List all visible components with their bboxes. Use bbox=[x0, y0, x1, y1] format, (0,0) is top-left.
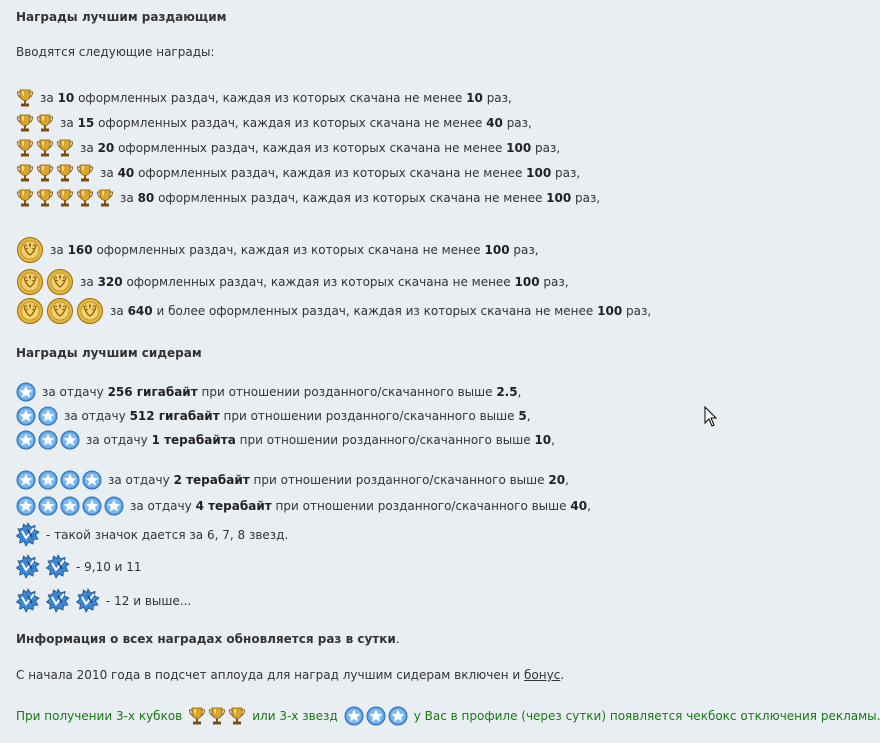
star-row bbox=[16, 496, 591, 516]
medal-condition: оформленных раздач, каждая из которых скачана не менее bbox=[96, 243, 481, 257]
footer-text-c: у Вас в профиле (через сутки) появляется чекбокс отключения рекламы. bbox=[413, 709, 880, 723]
trophy-condition: оформленных раздач, каждая из которых скачана не менее bbox=[158, 191, 543, 205]
footer-note bbox=[16, 706, 880, 726]
trophy-icon bbox=[56, 163, 74, 183]
star-condition: при отношении розданного/скачанного выше bbox=[223, 409, 515, 423]
blue-star-badge-icon bbox=[46, 588, 70, 614]
medal-amount: 160 bbox=[67, 243, 93, 257]
trophy-row bbox=[16, 88, 512, 108]
medal-icons bbox=[16, 268, 74, 296]
trophy-suffix: раз, bbox=[555, 166, 581, 180]
medal-row bbox=[16, 236, 539, 264]
trophy-icon bbox=[208, 706, 226, 726]
medal-amount: 640 bbox=[127, 304, 153, 318]
blue-star-badge-icon bbox=[76, 588, 100, 614]
trophy-icon bbox=[16, 163, 34, 183]
trophy-suffix: раз, bbox=[535, 141, 561, 155]
star-condition: при отношении розданного/скачанного выше bbox=[275, 499, 567, 513]
blue-star-badge-icon bbox=[16, 588, 40, 614]
blue-star-icon bbox=[16, 496, 36, 516]
star-icons bbox=[16, 470, 102, 490]
blue-star-icon bbox=[388, 706, 408, 726]
trophy-suffix: раз, bbox=[506, 116, 532, 130]
trophy-icon bbox=[36, 188, 54, 208]
medal-condition: оформленных раздач, каждая из которых скачана не менее bbox=[126, 275, 511, 289]
trophy-icon bbox=[16, 88, 34, 108]
star-suffix: , bbox=[526, 409, 531, 423]
medal-amount: 320 bbox=[97, 275, 123, 289]
blue-star-icon bbox=[60, 470, 80, 490]
star-icons bbox=[16, 496, 124, 516]
big-star-caption: - 9,10 и 11 bbox=[76, 560, 142, 574]
star-row bbox=[16, 430, 555, 450]
star-prefix: за отдачу bbox=[130, 499, 192, 513]
trophy-icon bbox=[36, 113, 54, 133]
gold-medal-icon bbox=[46, 268, 74, 296]
star-icons bbox=[16, 382, 36, 402]
trophy-icon bbox=[56, 188, 74, 208]
blue-star-icon bbox=[344, 706, 364, 726]
trophy-prefix: за bbox=[120, 191, 134, 205]
footer-text-b: или 3-х звезд bbox=[252, 709, 338, 723]
medal-icons bbox=[16, 297, 104, 325]
star-amount: 256 гигабайт bbox=[107, 385, 198, 399]
medal-row bbox=[16, 268, 569, 296]
trophy-icon bbox=[56, 138, 74, 158]
star-suffix: , bbox=[587, 499, 591, 513]
medal-suffix: раз, bbox=[513, 243, 539, 257]
trophy-condition: оформленных раздач, каждая из которых скачана не менее bbox=[78, 91, 463, 105]
trophy-prefix: за bbox=[80, 141, 94, 155]
trophy-icons bbox=[16, 138, 74, 158]
trophy-suffix: раз, bbox=[486, 91, 512, 105]
mouse-cursor-icon bbox=[704, 406, 718, 428]
blue-star-icon bbox=[82, 470, 102, 490]
trophy-amount: 20 bbox=[97, 141, 115, 155]
star-icons bbox=[16, 430, 80, 450]
trophy-icon bbox=[188, 706, 206, 726]
blue-star-icon bbox=[16, 382, 36, 402]
big-star-row bbox=[16, 522, 288, 548]
trophy-icon bbox=[228, 706, 246, 726]
trophy-amount: 80 bbox=[137, 191, 155, 205]
trophy-prefix: за bbox=[60, 116, 74, 130]
bonus-line-end: . bbox=[560, 668, 565, 682]
trophy-icon bbox=[96, 188, 114, 208]
gold-medal-icon bbox=[16, 268, 44, 296]
medal-threshold: 100 bbox=[514, 275, 540, 289]
blue-star-icon bbox=[60, 430, 80, 450]
gold-medal-icon bbox=[46, 297, 74, 325]
star-suffix: , bbox=[517, 385, 522, 399]
star-amount: 4 терабайт bbox=[195, 499, 272, 513]
star-threshold: 2.5 bbox=[496, 385, 518, 399]
trophy-icon bbox=[16, 113, 34, 133]
bonus-line bbox=[16, 668, 564, 682]
star-amount: 512 гигабайт bbox=[129, 409, 220, 423]
bonus-link[interactable]: бонус bbox=[524, 668, 561, 682]
trophy-condition: оформленных раздач, каждая из которых скачана не менее bbox=[98, 116, 483, 130]
star-prefix: за отдачу bbox=[86, 433, 148, 447]
update-info-end: . bbox=[395, 632, 400, 646]
big-star-icons bbox=[16, 554, 70, 580]
star-threshold: 5 bbox=[518, 409, 527, 423]
trophy-icon bbox=[76, 188, 94, 208]
star-suffix: , bbox=[551, 433, 555, 447]
trophy-row bbox=[16, 163, 580, 183]
star-prefix: за отдачу bbox=[64, 409, 126, 423]
seeders-title: Награды лучшим сидерам bbox=[16, 346, 202, 360]
big-star-row bbox=[16, 588, 191, 614]
blue-star-icon bbox=[104, 496, 124, 516]
trophy-icons bbox=[16, 188, 114, 208]
medal-prefix: за bbox=[110, 304, 124, 318]
footer-trophies bbox=[188, 706, 246, 726]
medal-row bbox=[16, 297, 651, 325]
trophy-icon bbox=[76, 163, 94, 183]
gold-medal-icon bbox=[16, 236, 44, 264]
intro-text: Вводятся следующие награды: bbox=[16, 45, 215, 59]
gold-medal-icon bbox=[76, 297, 104, 325]
star-row bbox=[16, 470, 569, 490]
medal-prefix: за bbox=[50, 243, 64, 257]
trophy-row bbox=[16, 188, 600, 208]
star-condition: при отношении розданного/скачанного выше bbox=[201, 385, 493, 399]
star-prefix: за отдачу bbox=[42, 385, 104, 399]
big-star-icons bbox=[16, 588, 100, 614]
star-icons bbox=[16, 406, 58, 426]
blue-star-icon bbox=[82, 496, 102, 516]
trophy-condition: оформленных раздач, каждая из которых скачана не менее bbox=[118, 141, 503, 155]
star-row bbox=[16, 406, 531, 426]
trophy-threshold: 100 bbox=[546, 191, 572, 205]
star-threshold: 10 bbox=[534, 433, 552, 447]
trophy-condition: оформленных раздач, каждая из которых скачана не менее bbox=[138, 166, 523, 180]
blue-star-icon bbox=[60, 496, 80, 516]
medal-suffix: раз, bbox=[543, 275, 569, 289]
blue-star-icon bbox=[38, 430, 58, 450]
star-amount: 1 терабайта bbox=[151, 433, 236, 447]
footer-stars bbox=[344, 706, 408, 726]
trophy-threshold: 40 bbox=[486, 116, 503, 130]
trophy-amount: 10 bbox=[57, 91, 75, 105]
trophy-amount: 15 bbox=[77, 116, 95, 130]
trophy-threshold: 100 bbox=[506, 141, 532, 155]
medal-threshold: 100 bbox=[484, 243, 510, 257]
trophy-threshold: 100 bbox=[526, 166, 552, 180]
blue-star-icon bbox=[366, 706, 386, 726]
trophy-row bbox=[16, 138, 560, 158]
trophy-prefix: за bbox=[100, 166, 114, 180]
update-info bbox=[16, 632, 400, 646]
trophy-suffix: раз, bbox=[575, 191, 601, 205]
blue-star-badge-icon bbox=[16, 522, 40, 548]
blue-star-icon bbox=[16, 470, 36, 490]
star-condition: при отношении розданного/скачанного выше bbox=[239, 433, 531, 447]
uploaders-title: Награды лучшим раздающим bbox=[16, 10, 227, 24]
medal-suffix: раз, bbox=[626, 304, 652, 318]
star-condition: при отношении розданного/скачанного выше bbox=[253, 473, 545, 487]
update-info-text: Информация о всех наградах обновляется раз в сутки bbox=[16, 632, 396, 646]
star-row bbox=[16, 382, 521, 402]
trophy-icon bbox=[16, 138, 34, 158]
medal-condition: и более оформленных раздач, каждая из которых скачана не менее bbox=[156, 304, 594, 318]
trophy-icon bbox=[36, 163, 54, 183]
trophy-icon bbox=[36, 138, 54, 158]
big-star-row bbox=[16, 554, 142, 580]
trophy-icons bbox=[16, 163, 94, 183]
bonus-line-text: С начала 2010 года в подсчет аплоуда для наград лучшим сидерам включен и bbox=[16, 668, 521, 682]
big-star-icons bbox=[16, 522, 40, 548]
star-threshold: 40 bbox=[570, 499, 588, 513]
trophy-icons bbox=[16, 113, 54, 133]
trophy-icon bbox=[16, 188, 34, 208]
trophy-prefix: за bbox=[40, 91, 54, 105]
big-star-caption: - такой значок дается за 6, 7, 8 звезд. bbox=[46, 528, 289, 542]
star-amount: 2 терабайт bbox=[173, 473, 250, 487]
blue-star-icon bbox=[38, 470, 58, 490]
blue-star-icon bbox=[38, 406, 58, 426]
trophy-amount: 40 bbox=[117, 166, 135, 180]
medal-threshold: 100 bbox=[597, 304, 623, 318]
trophy-row bbox=[16, 113, 532, 133]
blue-star-badge-icon bbox=[46, 554, 70, 580]
big-star-caption: - 12 и выше... bbox=[106, 594, 192, 608]
star-threshold: 20 bbox=[548, 473, 566, 487]
trophy-threshold: 10 bbox=[466, 91, 483, 105]
blue-star-badge-icon bbox=[16, 554, 40, 580]
blue-star-icon bbox=[16, 406, 36, 426]
blue-star-icon bbox=[38, 496, 58, 516]
trophy-icons bbox=[16, 88, 34, 108]
gold-medal-icon bbox=[16, 297, 44, 325]
blue-star-icon bbox=[16, 430, 36, 450]
star-suffix: , bbox=[565, 473, 569, 487]
medal-prefix: за bbox=[80, 275, 94, 289]
star-prefix: за отдачу bbox=[108, 473, 170, 487]
footer-text-a: При получении 3-х кубков bbox=[16, 709, 183, 723]
medal-icons bbox=[16, 236, 44, 264]
